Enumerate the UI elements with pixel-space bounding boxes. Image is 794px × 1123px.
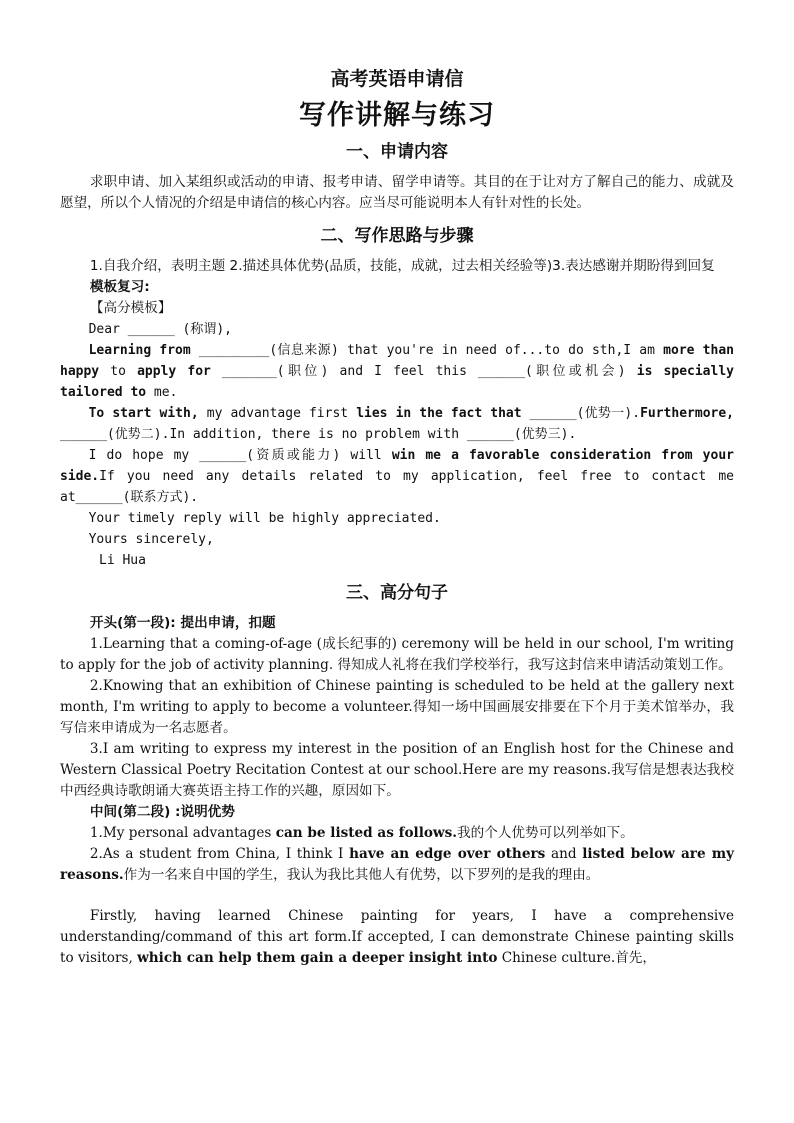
opening-sentence-1: 1.Learning that a coming-of-age (成长纪事的) ceremony will be held in our school, I'm writing to apply for the job of activity planning. 得知成人礼将在我们学校举行，我写这封信来申请活动策划工作。 — [60, 636, 734, 673]
opening-sentence-3: 3.I am writing to express my interest in the position of an English host for the Chinese and Western Classical Poetry Recitation Contest at our school.Here are my reasons.我写信是想表达我校中西经典诗歌朗诵大赛英语主持工作的兴趣，原因如下。 — [60, 741, 734, 799]
firstly-paragraph: Firstly, having learned Chinese painting for years, I have a comprehensive understanding/command of this art form.If accepted, I can demonstrate Chinese painting skills to visitors, which can help them gain a deeper insight into Chinese culture.首先， — [60, 908, 734, 966]
template-line-2: Learning from _________(信息来源) that you're in need of...to do sth,I am more than happy to apply for _______(职位) and I feel this ______(职位或机会) is specially tailored to me. — [60, 343, 734, 400]
template-line-1: Dear ______ (称谓), — [88, 322, 232, 337]
writing-steps: 1.自我介绍，表明主题 2.描述具体优势(品质，技能，成就，过去相关经验等)3.表达感谢并期盼得到回复 — [89, 258, 715, 274]
section-1-body: 求职申请、加入某组织或活动的申请、报考申请、留学申请等。其目的在于让对方了解自己的能力、成就及愿望，所以个人情况的介绍是申请信的核心内容。应当尽可能说明本人有针对性的长处。 — [60, 174, 734, 211]
doc-subtitle: 高考英语申请信 — [330, 68, 464, 90]
opening-label: 开头(第一段): 提出申请，扣题 — [89, 615, 276, 631]
document-page — [60, 66, 734, 969]
template-review-label: 模板复习: — [89, 279, 150, 295]
template-signature: Li Hua — [99, 553, 146, 568]
middle-sentence-1: 1.My personal advantages can be listed as follows.我的个人优势可以列举如下。 — [89, 825, 634, 841]
template-line-5: Your timely reply will be highly appreciated. — [88, 511, 441, 526]
template-line-3: To start with, my advantage first lies in the fact that ______(优势一).Furthermore, ______(优势二).In addition, there is no problem with ______(优势三). — [60, 406, 734, 442]
middle-sentence-2: 2.As a student from China, I think I have an edge over others and listed below are my reasons.作为一名来自中国的学生，我认为我比其他人有优势，以下罗列的是我的理由。 — [60, 846, 734, 883]
opening-sentence-2: 2.Knowing that an exhibition of Chinese painting is scheduled to be held at the gallery next month, I'm writing to apply to become a volunteer.得知一场中国画展安排要在下个月于美术馆举办，我写信来申请成为一名志愿者。 — [60, 678, 734, 736]
doc-title: 写作讲解与练习 — [299, 100, 495, 131]
template-label: 【高分模板】 — [89, 300, 172, 316]
section-heading-1: 一、申请内容 — [346, 142, 448, 162]
template-line-4: I do hope my ______(资质或能力) will win me a favorable consideration from your side.If you need any details related to my application, feel free to contact me at______(联系方式). — [60, 448, 734, 505]
section-heading-2: 二、写作思路与步骤 — [320, 226, 474, 246]
middle-label: 中间(第二段) :说明优势 — [89, 804, 235, 820]
section-heading-3: 三、高分句子 — [346, 583, 448, 603]
template-closing: Yours sincerely, — [88, 532, 214, 547]
